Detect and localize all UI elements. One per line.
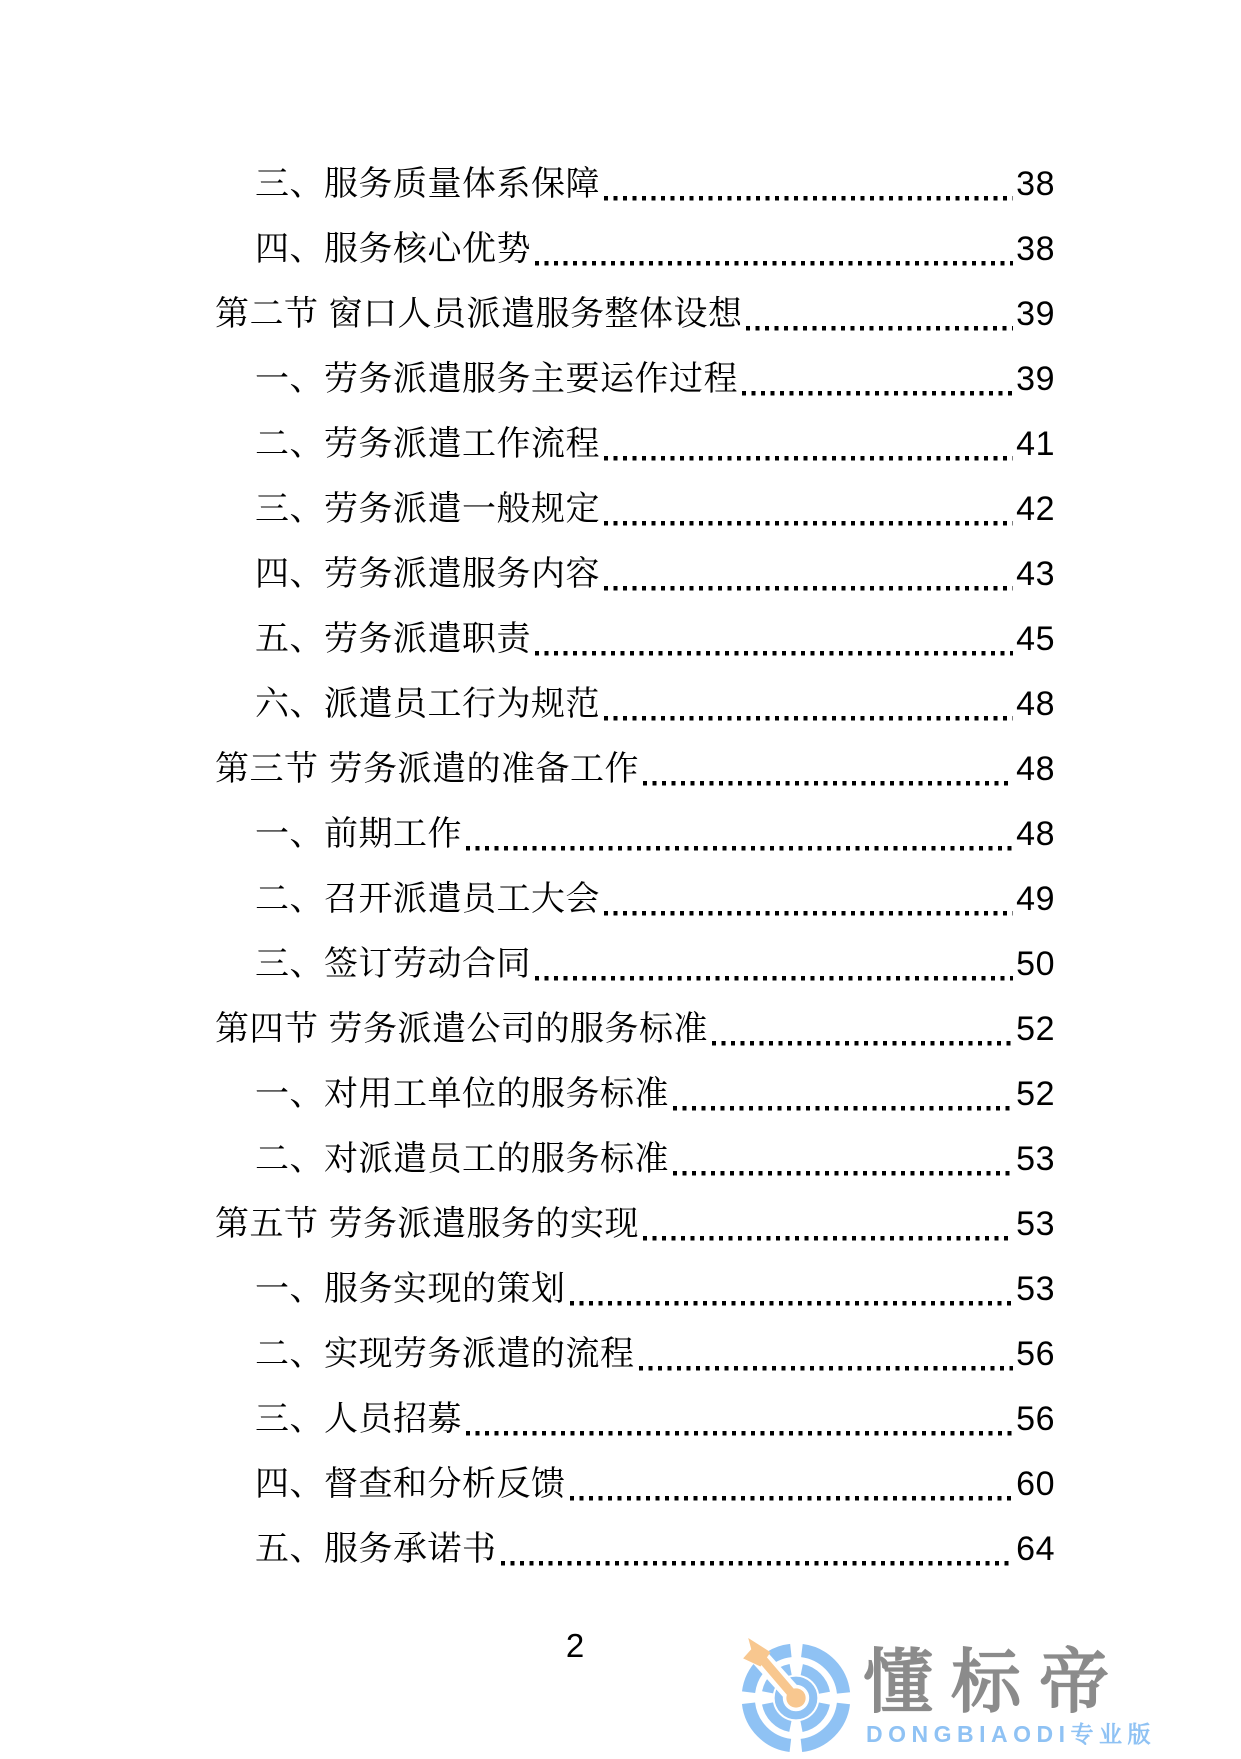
dot-leader [535, 607, 1013, 672]
dot-leader [604, 672, 1013, 737]
toc-entry[interactable] [215, 217, 1055, 282]
toc-entry[interactable] [215, 932, 1055, 997]
toc-entry[interactable] [215, 542, 1055, 607]
toc-entry-page: 43 [1016, 555, 1055, 593]
toc-entry-page: 53 [1016, 1140, 1055, 1178]
toc-entry-page: 49 [1016, 880, 1055, 918]
dot-leader [746, 282, 1013, 347]
toc-entry-title: 二、召开派遣员工大会 [255, 880, 600, 918]
toc-entry[interactable] [215, 1257, 1055, 1322]
dot-leader [466, 1387, 1013, 1452]
toc-entry-title: 四、督查和分析反馈 [255, 1465, 566, 1503]
dot-leader [535, 932, 1013, 997]
toc-entry-title: 第四节 劳务派遣公司的服务标准 [215, 1010, 708, 1048]
toc-entry-title: 一、前期工作 [255, 815, 462, 853]
toc-entry-title: 三、人员招募 [255, 1400, 462, 1438]
dot-leader [639, 1322, 1014, 1387]
toc-entry-title: 第三节 劳务派遣的准备工作 [215, 750, 639, 788]
dot-leader [673, 1062, 1013, 1127]
dot-leader [466, 802, 1013, 867]
toc-entry-page: 48 [1016, 815, 1055, 853]
toc-entry-title: 三、服务质量体系保障 [255, 165, 600, 203]
dot-leader [604, 477, 1013, 542]
toc-entry-page: 39 [1016, 360, 1055, 398]
toc-entry-page: 52 [1016, 1010, 1055, 1048]
toc-entry[interactable] [215, 282, 1055, 347]
watermark-brand-name: 懂标帝 [863, 1643, 1127, 1721]
toc-entry-page: 42 [1016, 490, 1055, 528]
toc-entry-title: 一、对用工单位的服务标准 [255, 1075, 669, 1113]
toc-entry-title: 五、劳务派遣职责 [255, 620, 531, 658]
dot-leader [604, 867, 1013, 932]
toc-entry-page: 53 [1016, 1270, 1055, 1308]
toc-entry[interactable] [215, 412, 1055, 477]
toc-entry[interactable] [215, 672, 1055, 737]
dot-leader [570, 1452, 1014, 1517]
table-of-contents [215, 152, 1055, 1582]
toc-entry-page: 64 [1016, 1530, 1055, 1568]
arrow-tip-ball [786, 1688, 805, 1707]
toc-entry-page: 38 [1016, 230, 1055, 268]
toc-entry-page: 60 [1016, 1465, 1055, 1503]
toc-entry[interactable] [215, 802, 1055, 867]
toc-entry[interactable] [215, 152, 1055, 217]
toc-entry[interactable] [215, 607, 1055, 672]
toc-entry[interactable] [215, 1062, 1055, 1127]
toc-entry-title: 二、实现劳务派遣的流程 [255, 1335, 635, 1373]
toc-entry-title: 四、劳务派遣服务内容 [255, 555, 600, 593]
page-number: 2 [565, 1627, 585, 1664]
toc-entry-page: 45 [1016, 620, 1055, 658]
toc-entry-title: 一、服务实现的策划 [255, 1270, 566, 1308]
dot-leader [643, 1192, 1013, 1257]
dot-leader [570, 1257, 1014, 1322]
toc-entry-title: 第五节 劳务派遣服务的实现 [215, 1205, 639, 1243]
toc-entry[interactable] [215, 1387, 1055, 1452]
toc-entry-title: 三、签订劳动合同 [255, 945, 531, 983]
watermark-brand-subtitle: DONGBIAODI专业版 [866, 1721, 1156, 1747]
dot-leader [604, 412, 1013, 477]
toc-entry-title: 三、劳务派遣一般规定 [255, 490, 600, 528]
toc-entry-title: 第二节 窗口人员派遣服务整体设想 [215, 295, 743, 333]
toc-entry-title: 五、服务承诺书 [255, 1530, 497, 1568]
toc-entry-page: 38 [1016, 165, 1055, 203]
toc-entry-page: 50 [1016, 945, 1055, 983]
toc-entry-title: 二、对派遣员工的服务标准 [255, 1140, 669, 1178]
toc-entry[interactable] [215, 997, 1055, 1062]
dot-leader [501, 1517, 1014, 1582]
dot-leader [742, 347, 1013, 412]
toc-entry-title: 二、劳务派遣工作流程 [255, 425, 600, 463]
dot-leader [673, 1127, 1013, 1192]
dot-leader [604, 152, 1013, 217]
dot-leader [712, 997, 1013, 1062]
toc-entry-page: 39 [1016, 295, 1055, 333]
toc-entry-title: 一、劳务派遣服务主要运作过程 [255, 360, 738, 398]
toc-entry[interactable] [215, 867, 1055, 932]
toc-entry-page: 48 [1016, 750, 1055, 788]
dot-leader [535, 217, 1013, 282]
toc-entry[interactable] [215, 477, 1055, 542]
toc-entry-page: 48 [1016, 685, 1055, 723]
toc-entry[interactable] [215, 1452, 1055, 1517]
dot-leader [604, 542, 1013, 607]
toc-entry-page: 52 [1016, 1075, 1055, 1113]
toc-entry-title: 四、服务核心优势 [255, 230, 531, 268]
dot-leader [643, 737, 1013, 802]
toc-entry[interactable] [215, 347, 1055, 412]
toc-entry[interactable] [215, 737, 1055, 802]
toc-entry-page: 53 [1016, 1205, 1055, 1243]
toc-entry-page: 56 [1016, 1400, 1055, 1438]
toc-entry-title: 六、派遣员工行为规范 [255, 685, 600, 723]
toc-entry[interactable] [215, 1192, 1055, 1257]
toc-entry[interactable] [215, 1127, 1055, 1192]
toc-entry[interactable] [215, 1517, 1055, 1582]
toc-entry-page: 56 [1016, 1335, 1055, 1373]
toc-entry-page: 41 [1016, 425, 1055, 463]
toc-entry[interactable] [215, 1322, 1055, 1387]
